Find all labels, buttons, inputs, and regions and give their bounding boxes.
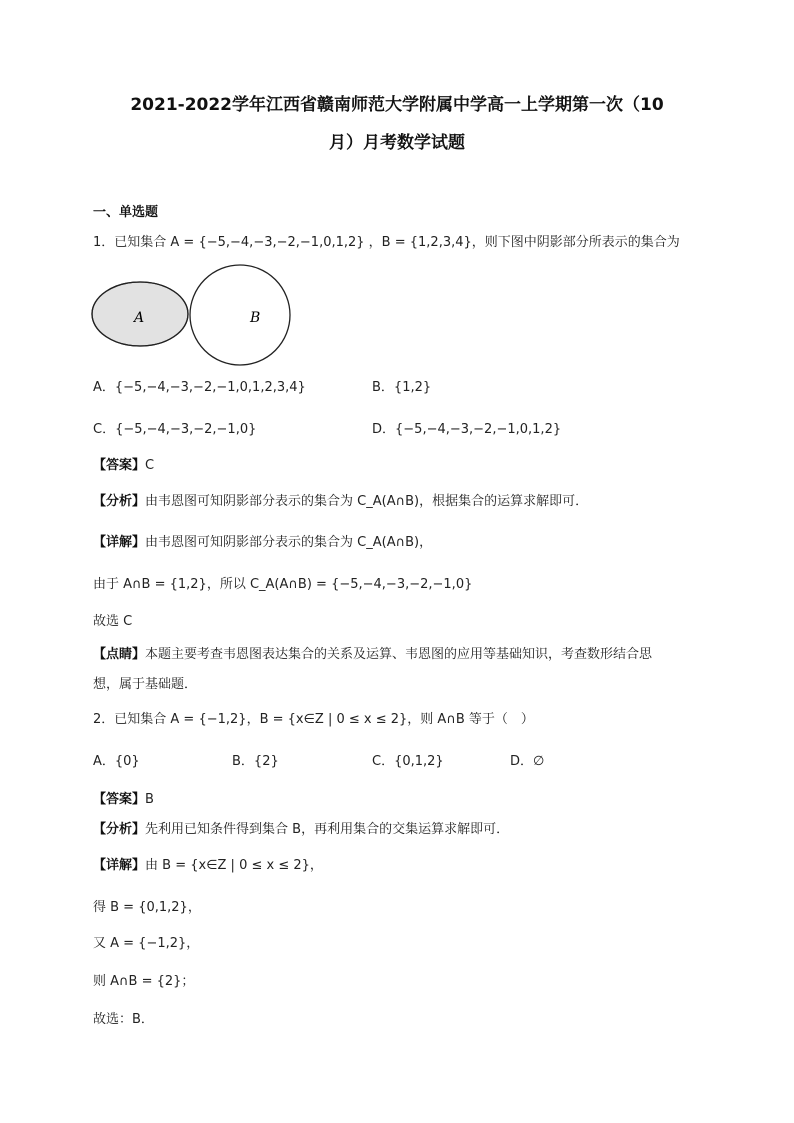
q2-step-3: 则 A∩B = {2}；: [93, 974, 195, 989]
q2-conclusion: 故选：B．: [93, 1012, 154, 1027]
venn-label-b: B: [250, 310, 261, 326]
q2-step-1: 得 B = {0,1,2}，: [93, 900, 201, 915]
q1-comment-tag: 【点睛】: [93, 647, 146, 662]
q2-answer: [93, 790, 154, 810]
q2-detail-tag: 【详解】: [93, 858, 146, 873]
q1-comment-line-1: 本题主要考查韦恩图表达集合的关系及运算、韦恩图的应用等基础知识，考查数形结合思: [145, 647, 653, 662]
q2-stem: 2．已知集合 A = {−1,2}，B = {x∈Z | 0 ≤ x ≤ 2}，则 A∩B 等于（ ）: [93, 712, 534, 727]
venn-diagram: [90, 262, 300, 372]
q1-option-b: B．{1,2}: [372, 380, 432, 395]
q2-detail-text: 由 B = {x∈Z | 0 ≤ x ≤ 2}，: [145, 858, 323, 873]
set-b-circle: [190, 265, 290, 365]
page-title-line-2: 月）月考数学试题: [329, 133, 465, 153]
q2-analysis-tag: 【分析】: [93, 822, 146, 837]
q1-comment-line-2: 想，属于基础题．: [93, 677, 198, 692]
q2-option-a: A．{0}: [93, 754, 140, 769]
q2-option-d: D．∅: [510, 754, 545, 769]
q1-analysis-text: 由韦恩图可知阴影部分表示的集合为 C_A(A∩B)，根据集合的运算求解即可．: [145, 494, 589, 509]
q2-answer-tag: 【答案】: [93, 792, 146, 807]
q1-stem: 1．已知集合 A = {−5,−4,−3,−2,−1,0,1,2} ，B = {1,2,3,4}，则下图中阴影部分所表示的集合为: [93, 235, 680, 250]
q1-analysis: [93, 492, 588, 512]
q2-detail: [93, 856, 323, 876]
q1-step-1: 由于 A∩B = {1,2}，所以 C_A(A∩B) = {−5,−4,−3,−2,−1,0}: [93, 577, 473, 592]
q1-detail-tag: 【详解】: [93, 535, 146, 550]
page-title-line-1: 2021-2022学年江西省赣南师范大学附属中学高一上学期第一次（10: [130, 95, 664, 115]
q1-analysis-tag: 【分析】: [93, 494, 146, 509]
q1-option-a: A．{−5,−4,−3,−2,−1,0,1,2,3,4}: [93, 380, 306, 395]
q1-conclusion: 故选 C: [93, 614, 133, 629]
q2-analysis-text: 先利用已知条件得到集合 B，再利用集合的交集运算求解即可．: [145, 822, 510, 837]
q2-answer-value: B: [145, 792, 154, 807]
q1-comment: [93, 645, 652, 665]
q1-option-c: C．{−5,−4,−3,−2,−1,0}: [93, 422, 257, 437]
q1-detail: [93, 533, 432, 553]
q1-option-d: D．{−5,−4,−3,−2,−1,0,1,2}: [372, 422, 562, 437]
q2-option-c: C．{0,1,2}: [372, 754, 444, 769]
q1-detail-text: 由韦恩图可知阴影部分表示的集合为 C_A(A∩B)，: [145, 535, 433, 550]
q2-analysis: [93, 820, 509, 840]
q1-answer-value: C: [145, 458, 155, 473]
q1-answer: [93, 456, 154, 476]
q2-option-b: B．{2}: [232, 754, 279, 769]
section-heading: 一、单选题: [93, 205, 159, 220]
q1-answer-tag: 【答案】: [93, 458, 146, 473]
q2-step-2: 又 A = {−1,2}，: [93, 936, 200, 951]
venn-label-a: A: [134, 310, 145, 326]
